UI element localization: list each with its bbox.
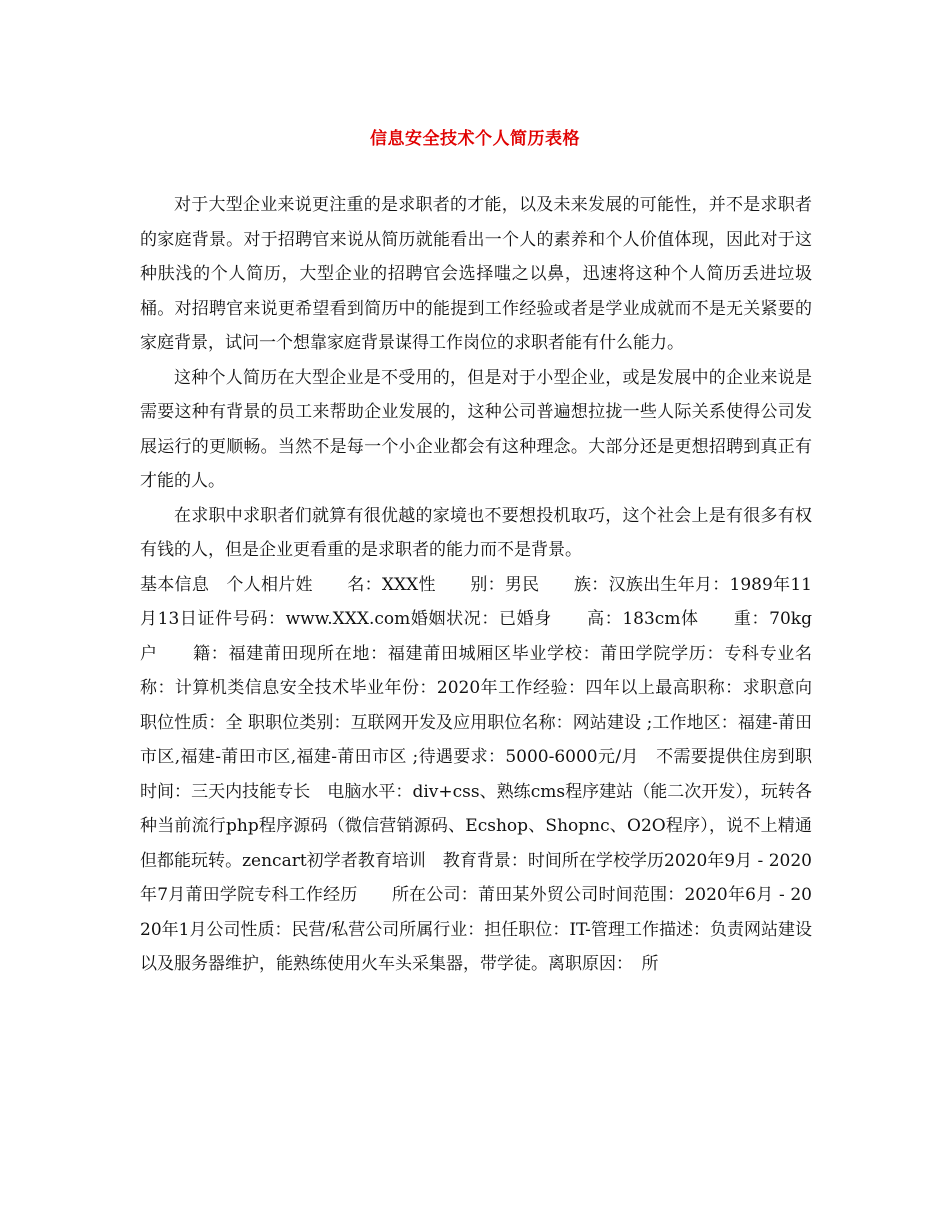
document-body <box>140 188 829 982</box>
paragraph-2: 这种个人简历在大型企业是不受用的，但是对于小型企业，或是发展中的企业来说是需要这种有背景的员工来帮助企业发展的，这种公司普遍想拉拢一些人际关系使得公司发展运行的更顺畅。当然不是每一个小企业都会有这种理念。大部分还是更想招聘到真正有才能的人。 <box>140 367 812 491</box>
paragraph-3: 在求职中求职者们就算有很优越的家境也不要想投机取巧，这个社会上是有很多有权有钱的人，但是企业更看重的是求职者的能力而不是背景。 <box>140 505 812 560</box>
resume-info-block: 基本信息 个人相片姓 名：XXX性 别：男民 族：汉族出生年月：1989年11月13日证件号码：www.XXX.com婚姻状况：已婚身 高：183cm体 重：70kg户 籍：福建莆田现所在地：福建莆田城厢区毕业学校：莆田学院学历：专科专业名称：计算机类信息安全技术毕业年份：2020年工作经验：四年以上最高职称：求职意向 职位性质：全 职职位类别：互联网开发及应用职位名称：网站建设 ;工作地区：福建-莆田市区,福建-莆田市区,福建-莆田市区 ;待遇要求：5000-6000元/月 不需要提供住房到职时间：三天内技能专长 电脑水平：div+css、熟练cms程序建站（能二次开发），玩转各种当前流行php程序源码（微信营销源码、Ecshop、Shopnc、O2O程序），说不上精通但都能玩转。zencart初学者教育培训 教育背景：时间所在学校学历2020年9月 - 2020年7月莆田学院专科工作经历 所在公司：莆田某外贸公司时间范围：2020年6月 - 2020年1月公司性质：民营/私营公司所属行业：担任职位：IT-管理工作描述：负责网站建设以及服务器维护，能熟练使用火车头采集器，带学徒。离职原因： 所 <box>140 574 829 974</box>
paragraph-1: 对于大型企业来说更注重的是求职者的才能，以及未来发展的可能性，并不是求职者的家庭背景。对于招聘官来说从简历就能看出一个人的素养和个人价值体现，因此对于这种肤浅的个人简历，大型企业的招聘官会选择嗤之以鼻，迅速将这种个人简历丢进垃圾桶。对招聘官来说更希望看到简历中的能提到工作经验或者是学业成就而不是无关紧要的家庭背景，试问一个想靠家庭背景谋得工作岗位的求职者能有什么能力。 <box>140 195 812 353</box>
document-title: 信息安全技术个人简历表格 <box>370 129 580 149</box>
